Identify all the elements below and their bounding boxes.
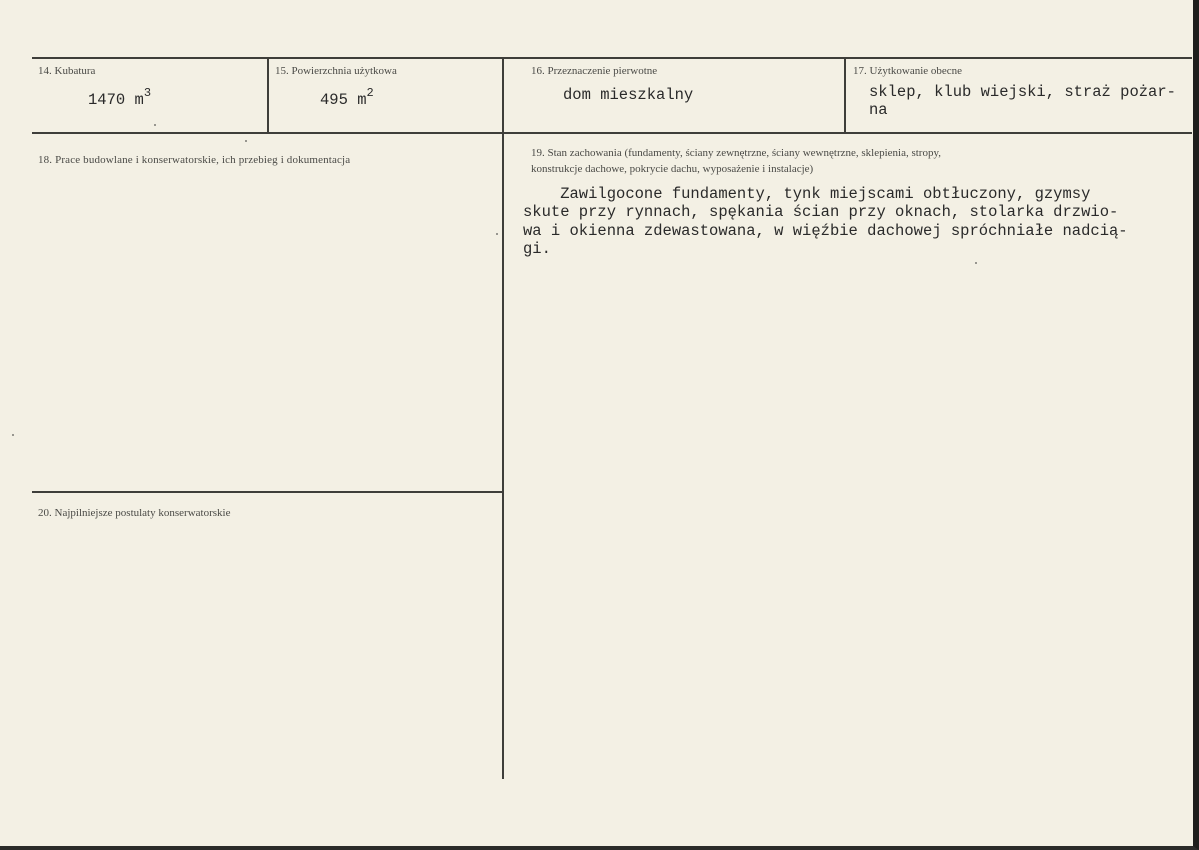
current-use-line-1: sklep, klub wiejski, straż pożar-: [869, 83, 1176, 101]
field-18-label: 18. Prace budowlane i konserwatorskie, ich przebieg i dokumentacja: [38, 154, 351, 166]
state-text-line-3: wa i okienna zdewastowana, w więźbie dachowej spróchniałe nadcią-: [523, 221, 1128, 240]
field-16-label: 16. Przeznaczenie pierwotne: [531, 65, 658, 77]
field-15-value: [320, 86, 374, 109]
field-15-label: 15. Powierzchnia użytkowa: [275, 65, 397, 77]
area-exponent: 2: [366, 86, 374, 100]
current-use-line-2: na: [869, 101, 888, 120]
kubatura-exponent: 3: [143, 86, 152, 100]
kubatura-value: 1470 m: [88, 91, 144, 109]
top-rule: [32, 57, 1192, 59]
col-divider-16-17: [844, 57, 846, 134]
field-17-label: 17. Użytkowanie obecne: [853, 65, 963, 77]
paper-speck: [975, 262, 977, 264]
field-17-value: [869, 83, 1176, 120]
row-divider: [32, 132, 1192, 134]
state-label-line-2: konstrukcje dachowe, pokrycie dachu, wyposażenie i instalacje): [531, 162, 814, 175]
field-16-value: dom mieszkalny: [563, 86, 694, 104]
field-14-value: [88, 86, 151, 109]
field-14-label: 14. Kubatura: [38, 65, 96, 77]
area-value: 495 m: [320, 91, 367, 109]
col-divider-14-15: [267, 57, 269, 134]
section-18-20-divider: [32, 491, 502, 493]
paper-speck: [245, 140, 247, 142]
field-19-text: [523, 185, 1128, 258]
paper-speck: [154, 124, 156, 126]
state-text-line-1: Zawilgocone fundamenty, tynk miejscami obtłuczony, gzymsy: [523, 185, 1091, 203]
field-20-label: 20. Najpilniejsze postulaty konserwatorskie: [38, 507, 231, 519]
col-divider-15-16: [502, 57, 504, 779]
state-text-line-2: skute przy rynnach, spękania ścian przy oknach, stolarka drzwio-: [523, 203, 1119, 222]
state-label-line-1: 19. Stan zachowania (fundamenty, ściany zewnętrzne, ściany wewnętrzne, sklepienia, stropy,: [531, 147, 942, 159]
paper-speck: [496, 233, 498, 235]
field-19-label: [531, 146, 941, 178]
paper-speck: [12, 434, 14, 436]
state-text-line-4: gi.: [523, 239, 551, 258]
